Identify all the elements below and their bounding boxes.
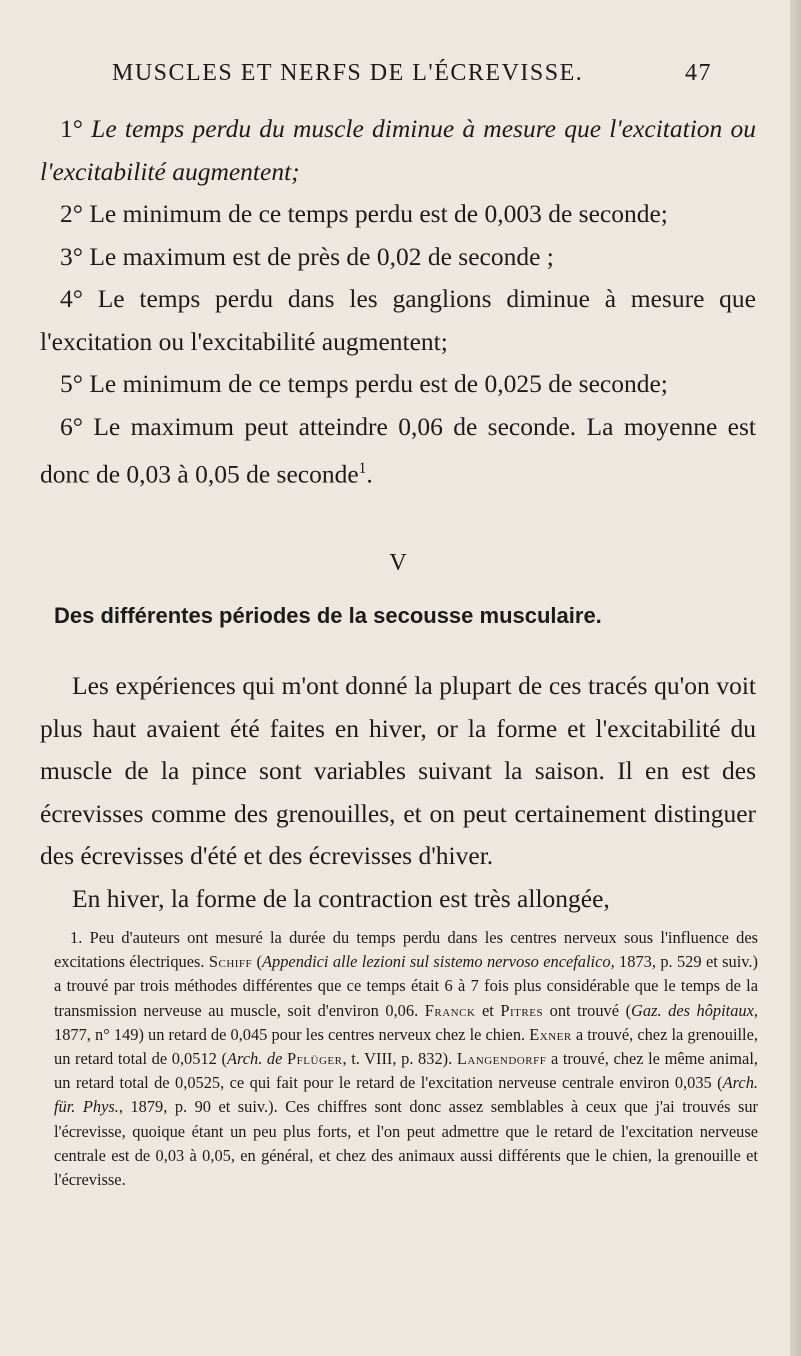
- list-item: 4° Le temps perdu dans les ganglions diminue à mesure que l'excitation ou l'excitabilité augmentent;: [40, 284, 756, 356]
- list-item: 6° Le maximum peut atteindre 0,06 de seconde. La moyenne est donc de 0,03 à 0,05 de seconde$^1$.: [40, 411, 756, 489]
- paragraph: En hiver, la forme de la contraction est très allongée,: [72, 883, 610, 913]
- list-item: 3° Le maximum est de près de 0,02 de seconde ;: [60, 241, 554, 271]
- page-edge: [790, 0, 801, 1356]
- list-item: 2° Le minimum de ce temps perdu est de 0,003 de seconde;: [60, 199, 668, 228]
- page-number: 47: [685, 60, 712, 86]
- running-title: MUSCLES ET NERFS DE L'ÉCREVISSE.: [112, 60, 584, 86]
- section-title: Des différentes périodes de la secousse musculaire.: [54, 602, 602, 628]
- list-item: 1° Le temps perdu du muscle diminue à mesure que l'excitation ou l'excitabilité augmentent;: [40, 114, 756, 186]
- section-number: V: [389, 550, 407, 576]
- footnote: 1. Peu d'auteurs ont mesuré la durée du temps perdu dans les centres nerveux sous l'influence des excitations électriques. Schiff (Appendici alle lezioni sul sistemo nervoso encefalico, 1873, p. 529 et suiv.) a trouvé par trois méthodes différentes que ce temps était 6 à 7 fois plus considérable que le temps de la transmission nerveuse au muscle, soit d'environ 0,06. Franck et Pitres ont trouvé (Gaz. des hôpitaux, 1877, n° 149) un retard de 0,045 pour les centres nerveux chez le chien. Exner a trouvé, chez la grenouille, un retard total de 0,0512 (Arch. de Pflüger, t. VIII, p. 832). Langendorff a trouvé, chez le même animal, un retard total de 0,0525, ce qui fait pour le retard de l'excitation nerveuse centrale environ 0,035 (Arch. für. Phys., 1879, p. 90 et suiv.). Ces chiffres sont donc assez semblables à ceux que j'ai trouvés sur l'écrevisse, quoique étant un peu plus forts, et l'on peut admettre que le retard de l'excitation nerveuse centrale est de 0,03 à 0,05, en général, et chez des animaux aussi différents que le chien, la grenouille et l'écrevisse.: [54, 928, 759, 1190]
- paragraph: Les expériences qui m'ont donné la plupart de ces tracés qu'on voit plus haut avaient été faites en hiver, or la forme et l'excitabilité du muscle de la pince sont variables suivant la saison. Il en est des écrevisses comme des grenouilles, et on peut certainement distinguer des écrevisses d'été et des écrevisses d'hiver.: [40, 671, 756, 870]
- footnote-ref: 1: [358, 460, 367, 477]
- running-header: [112, 60, 712, 87]
- list-item: 5° Le minimum de ce temps perdu est de 0,025 de seconde;: [60, 369, 668, 398]
- main-text: [40, 108, 756, 920]
